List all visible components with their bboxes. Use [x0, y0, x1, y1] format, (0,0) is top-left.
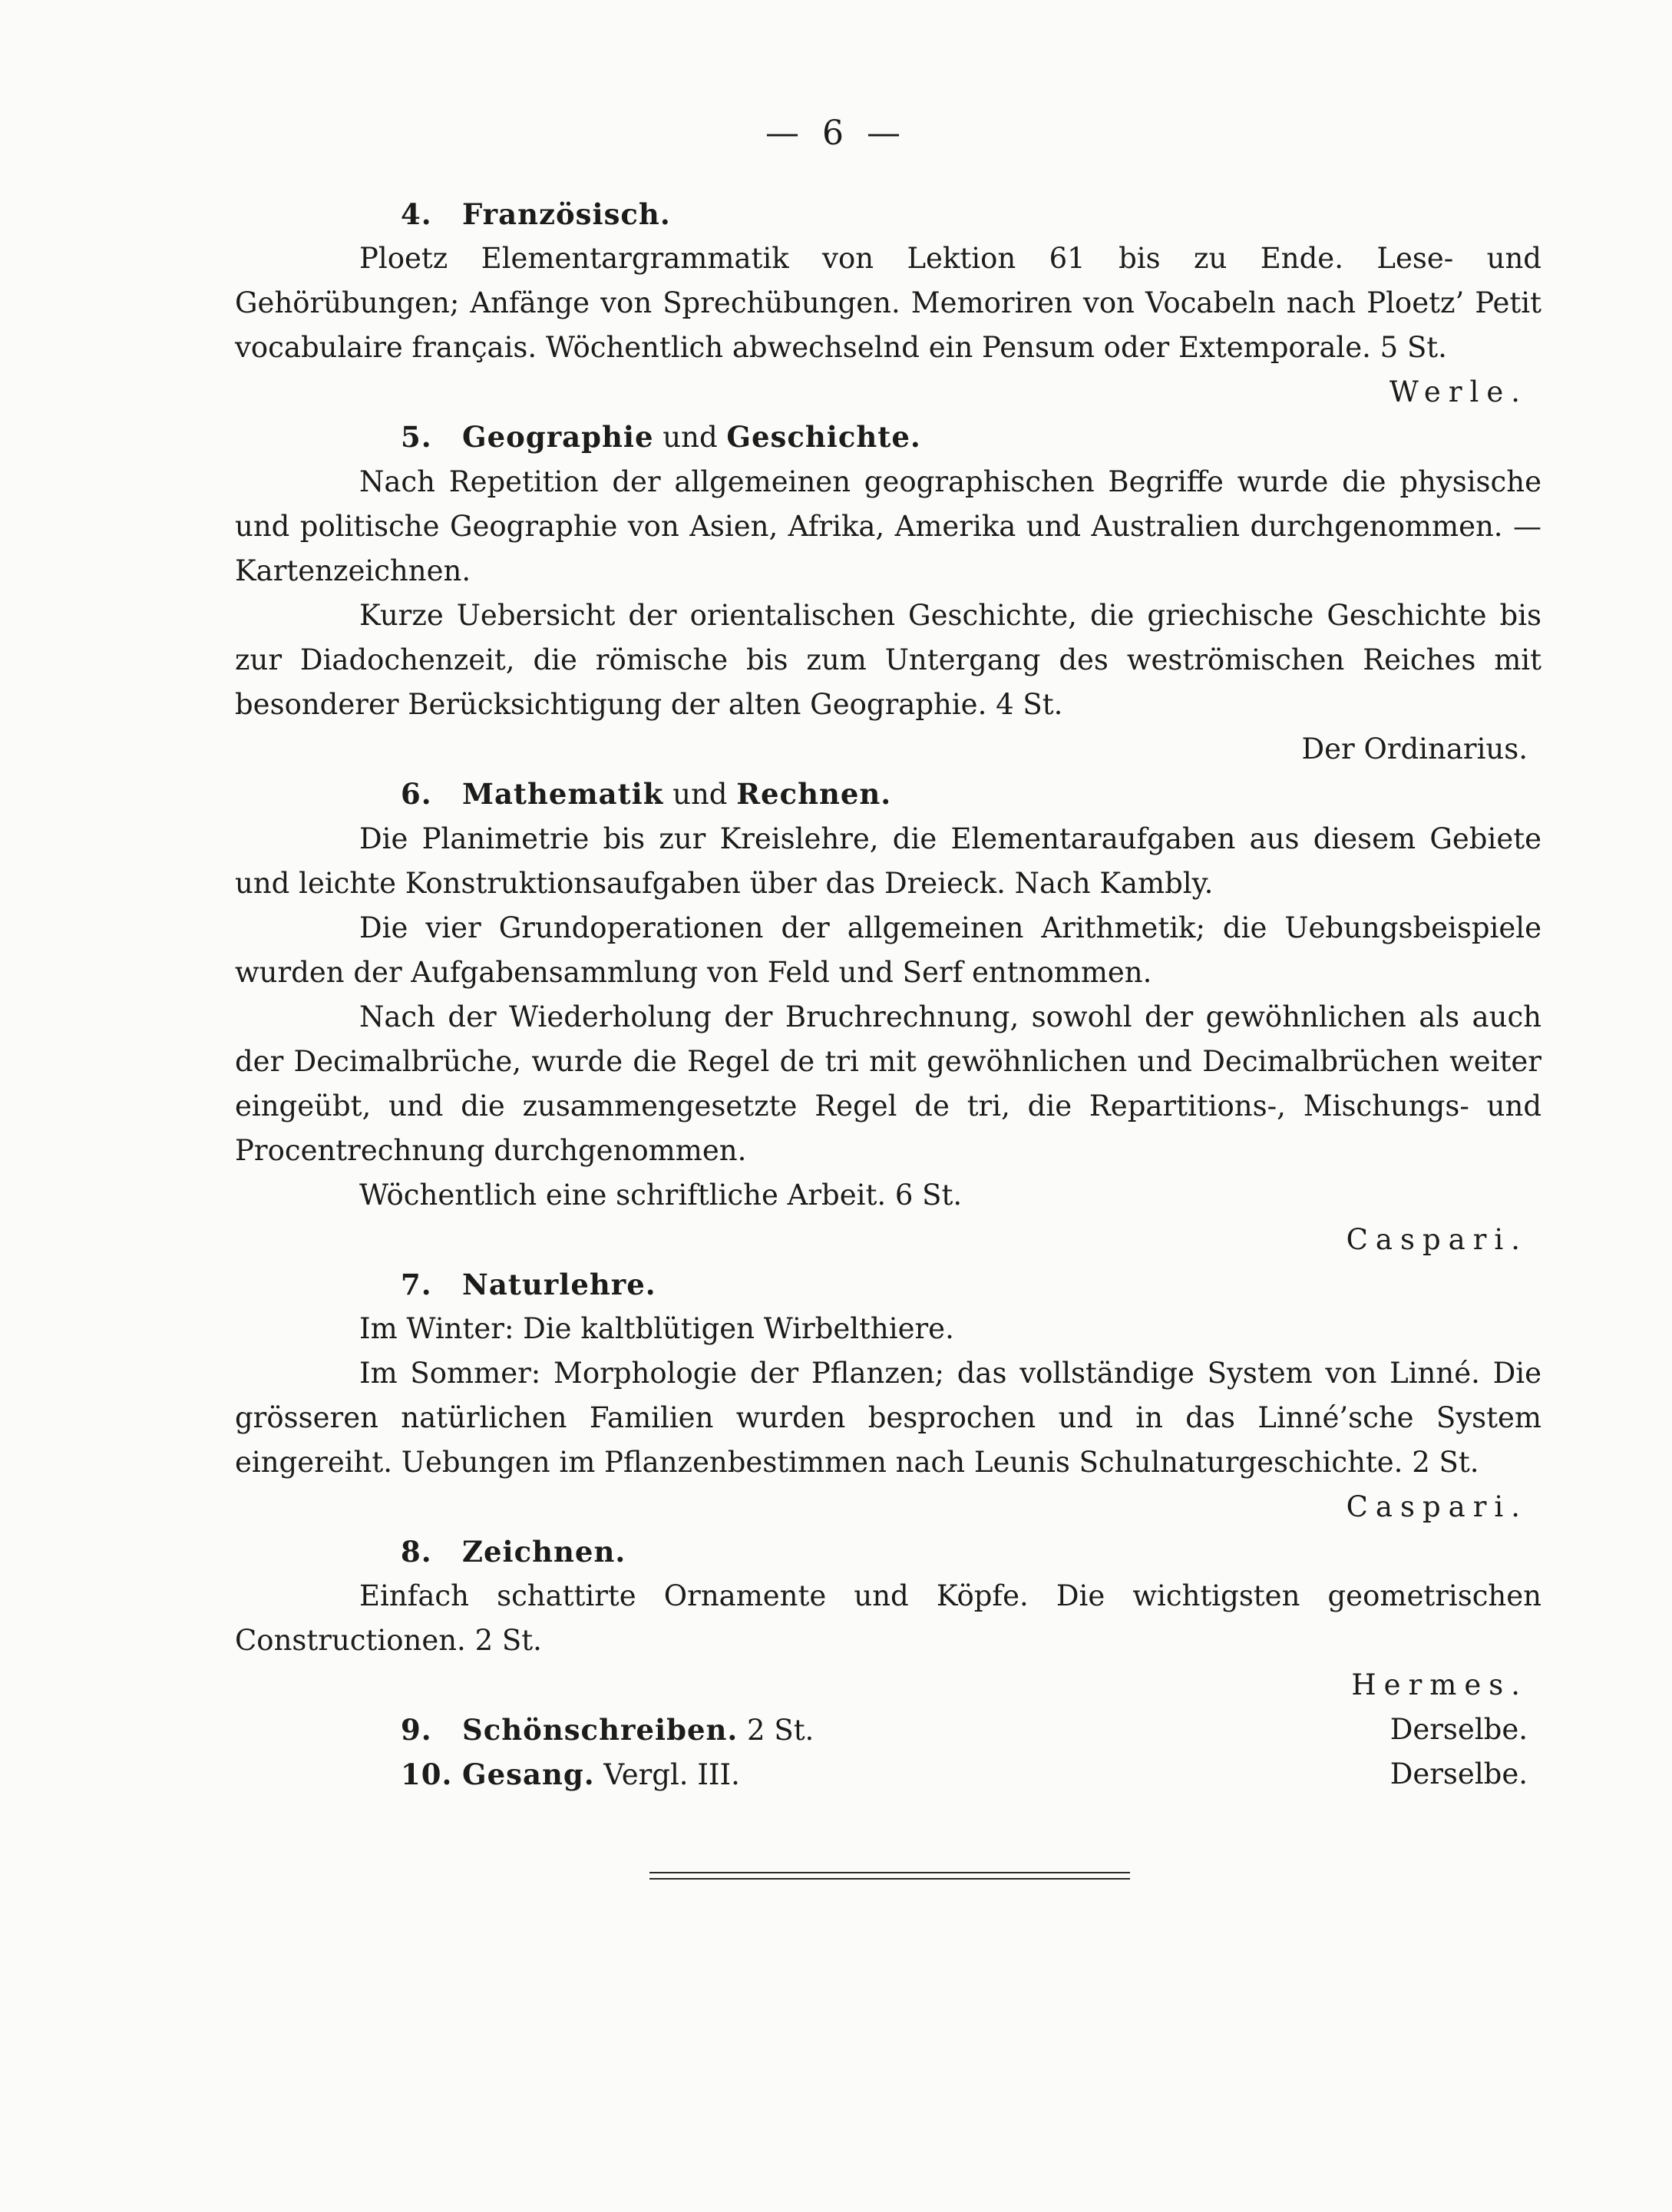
section-title: Naturlehre.	[462, 1268, 656, 1301]
section-row-schoenschreiben	[235, 1708, 1541, 1752]
paragraph: Im Sommer: Morphologie der Pflanzen; das vollständige System von Linné. Die grösseren natürlichen Familien wurden besprochen und in das Linné’sche System eingereiht. Uebungen im Pflanzenbestimmen nach Leunis Schulnaturgeschichte. 2 St.	[235, 1357, 1541, 1479]
section-heading-naturlehre	[401, 1262, 1541, 1307]
teacher-name: Der Ordinarius.	[1301, 732, 1528, 765]
section-title: Zeichnen.	[462, 1535, 626, 1569]
section-heading-franzoesisch	[401, 192, 1541, 236]
section-heading-geographie-geschichte	[401, 415, 1541, 460]
paragraph: Kurze Uebersicht der orientalischen Geschichte, die griechische Geschichte bis zur Diadochenzeit, die römische bis zum Untergang des weströmischen Reiches mit besonderer Berücksichtigung der alten Geographie. 4 St.	[235, 599, 1541, 721]
section-heading-schoenschreiben	[401, 1708, 814, 1753]
section-title: Französisch.	[462, 197, 671, 231]
teacher-name: Werle.	[1389, 375, 1528, 408]
section-heading-zeichnen	[401, 1529, 1541, 1574]
paragraph: Die Planimetrie bis zur Kreislehre, die Elementaraufgaben aus diesem Gebiete und leichte Konstruktionsaufgaben über das Dreieck. Nach Kambly.	[235, 822, 1541, 900]
page-number: — 6 —	[765, 114, 907, 153]
section-title: Schönschreiben.	[462, 1713, 739, 1747]
paragraph: Nach Repetition der allgemeinen geographischen Begriffe wurde die physische und politische Geographie von Asien, Afrika, Amerika und Australien durchgenommen. — Kartenzeichnen.	[235, 465, 1541, 587]
paragraph: Nach der Wiederholung der Bruchrechnung, sowohl der gewöhnlichen als auch der Decimalbrüche, wurde die Regel de tri mit gewöhnlichen und Decimalbrüchen weiter eingeübt, und die zusammengesetzte Regel de tri, die Repartitions-, Mischungs- und Procentrechnung durchgenommen.	[235, 1000, 1541, 1167]
section-title-part: Geschichte.	[726, 420, 921, 454]
section-number: 6.	[401, 777, 432, 811]
paragraph: Die vier Grundoperationen der allgemeinen Arithmetik; die Uebungsbeispiele wurden der Aufgabensammlung von Feld und Serf entnommen.	[235, 911, 1541, 989]
section-title-part: Geographie	[462, 420, 654, 454]
section-note: Vergl. III.	[594, 1758, 740, 1791]
section-title-conjunction: und	[663, 778, 737, 811]
section-title-part: Mathematik	[462, 777, 664, 811]
page-body	[235, 192, 1541, 1797]
teacher-name: Derselbe.	[1389, 1757, 1528, 1790]
teacher-name: Caspari.	[1346, 1223, 1528, 1256]
teacher-name: Caspari.	[1346, 1490, 1528, 1523]
section-hours: 2 St.	[738, 1714, 815, 1747]
section-heading-gesang	[401, 1752, 740, 1797]
closing-rule-bottom	[649, 1878, 1130, 1880]
teacher-name: Derselbe.	[1389, 1713, 1528, 1746]
paragraph: Im Winter: Die kaltblütigen Wirbelthiere.	[359, 1312, 954, 1345]
section-row-gesang	[235, 1752, 1541, 1797]
paragraph: Wöchentlich eine schriftliche Arbeit. 6 St.	[359, 1179, 963, 1212]
section-title: Gesang.	[462, 1757, 595, 1791]
section-number: 7.	[401, 1268, 432, 1301]
section-number: 8.	[401, 1535, 432, 1569]
section-number: 5.	[401, 420, 432, 454]
paragraph: Ploetz Elementargrammatik von Lektion 61 bis zu Ende. Lese- und Gehörübungen; Anfänge von Sprechübungen. Memoriren von Vocabeln nach Ploetz’ Petit vocabulaire français. Wöchentlich abwechselnd ein Pensum oder Extemporale. 5 St.	[235, 242, 1541, 364]
section-number: 10.	[401, 1757, 453, 1791]
section-heading-mathematik-rechnen	[401, 772, 1541, 817]
paragraph: Einfach schattirte Ornamente und Köpfe. Die wichtigsten geometrischen Constructionen. 2 St.	[235, 1579, 1541, 1657]
teacher-name: Hermes.	[1351, 1668, 1528, 1701]
section-title-part: Rechnen.	[736, 777, 892, 811]
section-number: 9.	[401, 1713, 432, 1747]
section-title-conjunction: und	[653, 421, 727, 454]
section-number: 4.	[401, 197, 432, 231]
closing-rule-top	[649, 1872, 1130, 1873]
